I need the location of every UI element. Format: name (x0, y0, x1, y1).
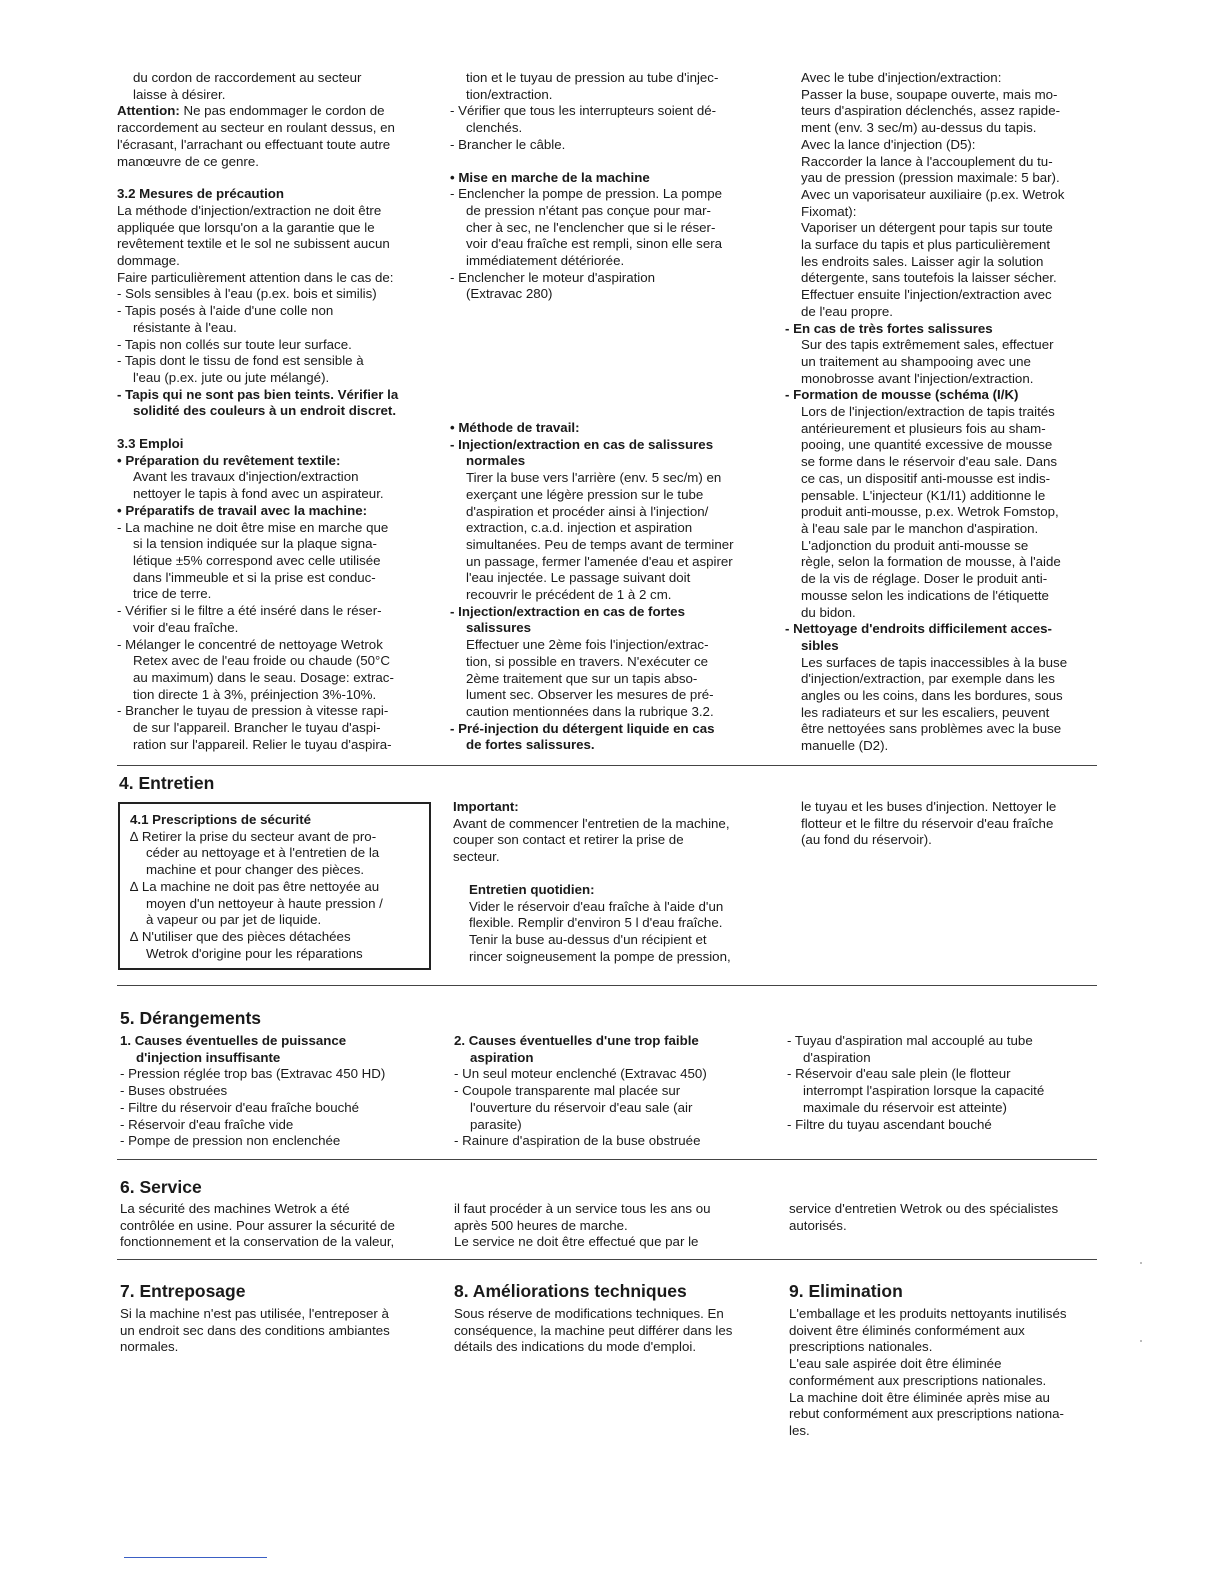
text-line: voir d'eau fraîche est rempli, sinon elle sera (466, 236, 723, 252)
text-line: appliquée que lorsqu'on a la garantie que le (117, 219, 375, 235)
text-line: - Coupole transparente mal placée sur (454, 1083, 681, 1099)
text-line: - Brancher le câble. (450, 136, 566, 152)
text-line: Wetrok d'origine pour les réparations (146, 945, 363, 961)
text-line: lument sec. Observer les mesures de pré- (466, 687, 714, 703)
s6-col3 (789, 1201, 1109, 1234)
s3-col2-top (450, 70, 770, 303)
text-line: résistante à l'eau. (133, 319, 237, 335)
text-line: Avec la lance d'injection (D5): (801, 136, 976, 152)
text-line: de la vis de réglage. Doser le produit anti- (801, 571, 1048, 587)
s7-col1 (120, 1306, 440, 1356)
text-line: - Injection/extraction en cas de salissures (450, 436, 714, 452)
text-line: normales. (120, 1339, 179, 1355)
text-line: il faut procéder à un service tous les ans ou (454, 1201, 711, 1216)
divider-s5 (117, 985, 1097, 986)
text-line: Tenir la buse au-dessus d'un récipient et (469, 931, 707, 947)
text-line: aspiration (470, 1049, 534, 1065)
text-line: - Filtre du réservoir d'eau fraîche bouché (120, 1099, 360, 1115)
text-line: ration sur l'appareil. Relier le tuyau d'aspira- (133, 736, 392, 752)
s9-col1 (789, 1306, 1109, 1440)
text-line: - Pré-injection du détergent liquide en cas (450, 720, 715, 736)
text-line: du bidon. (801, 604, 856, 620)
text-line: L'adjonction du produit anti-mousse se (801, 537, 1029, 553)
text-line: conséquence, la machine peut différer dans les (454, 1322, 733, 1338)
text-line: Vaporiser un détergent pour tapis sur toute (801, 220, 1053, 236)
text-line: simultanées. Peu de temps avant de terminer (466, 536, 734, 552)
text-line: dommage. (117, 253, 180, 269)
s5-col2 (454, 1033, 774, 1150)
text-line: - Enclencher la pompe de pression. La pompe (450, 186, 723, 202)
text-line: fonctionnement et la conservation de la valeur, (120, 1234, 395, 1250)
s3-col1-b (117, 120, 437, 753)
text-line: La sécurité des machines Wetrok a été (120, 1201, 350, 1216)
s5-col1 (120, 1033, 440, 1150)
divider-s4 (117, 765, 1097, 766)
s4-col3 (801, 799, 1101, 849)
text-line: les radiateurs et sur les escaliers, peuvent (801, 704, 1050, 720)
text-line: - Filtre du tuyau ascendant bouché (787, 1116, 992, 1132)
text-line: Important: (453, 799, 519, 814)
text-line: moyen d'un nettoyeur à haute pression / (146, 895, 383, 911)
text-line: détails des indications du mode d'emploi. (454, 1339, 697, 1355)
text-line: yau de pression (pression maximale: 5 bar). (801, 170, 1060, 186)
text-line: 1. Causes éventuelles de puissance (120, 1033, 347, 1048)
text-line: les. (789, 1422, 810, 1438)
text-line: - Réservoir d'eau fraîche vide (120, 1116, 294, 1132)
text-line: au maximum) dans le seau. Dosage: extrac- (133, 669, 394, 685)
spacer (117, 420, 437, 436)
text-line: clenchés. (466, 120, 523, 136)
text-line: Sur des tapis extrêmement sales, effectuer (801, 337, 1054, 353)
text-line: 3.3 Emploi (117, 436, 184, 452)
text-line: conformément aux prescriptions nationales. (789, 1372, 1047, 1388)
text-line: prescriptions nationales. (789, 1339, 933, 1355)
text-line: - Formation de mousse (schéma (I/K) (785, 387, 1019, 403)
text-line: • Préparation du revêtement textile: (117, 452, 341, 468)
text-line: exerçant une légère pression sur le tube (466, 486, 704, 502)
divider-s7 (117, 1259, 1097, 1260)
text-line: du cordon de raccordement au secteur (133, 70, 362, 85)
text-line: d'injection/extraction, par exemple dans les (801, 671, 1055, 687)
text-line: - Tapis qui ne sont pas bien teints. Vérifier la (117, 386, 399, 402)
text-line: caution mentionnées dans la rubrique 3.2. (466, 703, 714, 719)
text-line: flotteur et le filtre du réservoir d'eau fraîche (801, 815, 1054, 831)
text-line: Sous réserve de modifications techniques. En (454, 1306, 724, 1321)
scan-speck (1140, 1340, 1142, 1342)
text-line: revêtement textile et le sol ne subissent aucun (117, 236, 390, 252)
text-line: règle, selon la formation de mousse, à l'aide (801, 554, 1061, 570)
text-line: interrompt l'aspiration lorsque la capacité (803, 1083, 1045, 1099)
text-line: - Pompe de pression non enclenchée (120, 1133, 341, 1149)
text-line: extraction, c.a.d. injection et aspiration (466, 520, 693, 536)
text-line: La méthode d'injection/extraction ne doit être (117, 202, 382, 218)
footer-link-line (124, 1557, 267, 1558)
text-line: flexible. Remplir d'environ 5 l d'eau fraîche. (469, 915, 723, 931)
text-line: salissures (466, 620, 532, 636)
text-line: autorisés. (789, 1217, 847, 1233)
text-line: Avant les travaux d'injection/extraction (133, 469, 359, 485)
text-line: à vapeur ou par jet de liquide. (146, 912, 322, 928)
text-line: un passage, fermer l'amenée d'eau et aspirer (466, 553, 733, 569)
text-line: d'aspiration (803, 1049, 871, 1065)
text-line: l'ouverture du réservoir d'eau sale (air (470, 1099, 693, 1115)
text-line: - Pression réglée trop bas (Extravac 450 HD) (120, 1066, 386, 1082)
spacer (450, 154, 770, 170)
text-line: pooing, une quantité excessive de mousse (801, 437, 1053, 453)
text-line: parasite) (470, 1116, 522, 1132)
text-line: raccordement au secteur en roulant dessus, en (117, 120, 395, 136)
text-line: - Un seul moteur enclenché (Extravac 450) (454, 1066, 707, 1082)
text-line: cher à sec, ne l'enclencher que si le réser- (466, 219, 716, 235)
text-line: L'eau sale aspirée doit être éliminée (789, 1356, 1002, 1372)
text-line: Avec un vaporisateur auxiliaire (p.ex. Wetrok (801, 186, 1065, 202)
text-line: - Tapis non collés sur toute leur surface. (117, 336, 352, 352)
text-line: ce cas, un dispositif anti-mousse est indis- (801, 470, 1051, 486)
text-line: (au fond du réservoir). (801, 832, 932, 848)
text-line: 4.1 Prescriptions de sécurité (130, 812, 312, 827)
section-title-derangements: 5. Dérangements (120, 1008, 262, 1028)
safety-box-text (130, 812, 430, 962)
text-line: se forme dans le réservoir d'eau sale. Dans (801, 454, 1058, 470)
text-line: Si la machine n'est pas utilisée, l'entreposer à (120, 1306, 389, 1321)
text-line: - Tuyau d'aspiration mal accouplé au tube (787, 1033, 1033, 1048)
text-line: Vider le réservoir d'eau fraîche à l'aide d'un (469, 898, 724, 914)
text-line: Tirer la buse vers l'arrière (env. 5 sec/m) en (466, 470, 722, 486)
text-line: de l'eau propre. (801, 303, 893, 319)
s3-col2-bottom (450, 420, 770, 754)
text-line: • Méthode de travail: (450, 420, 580, 435)
text-line: l'eau injectée. Le passage suivant doit (466, 570, 691, 586)
text-line: Les surfaces de tapis inaccessibles à la buse (801, 654, 1068, 670)
text-line: rebut conformément aux prescriptions nationa- (789, 1406, 1064, 1422)
section-title-entretien: 4. Entretien (119, 773, 215, 793)
s3-col1 (117, 70, 437, 753)
spacer (453, 866, 773, 882)
text-line: un traitement au shampooing avec une (801, 353, 1031, 369)
text-line: produit anti-mousse, p.ex. Wetrok Fomstop, (801, 504, 1059, 520)
text-line: - Tapis posés à l'aide d'une colle non (117, 303, 334, 319)
text-line: Effectuer ensuite l'injection/extraction avec (801, 287, 1052, 303)
text-line: les endroits sales. Laisser agir la solution (801, 253, 1044, 269)
text-line: doivent être éliminés conformément aux (789, 1322, 1025, 1338)
text-line: détergente, sans toutefois la laisser sécher. (801, 270, 1057, 286)
scan-speck (1140, 1262, 1142, 1264)
text-line: ∆ N'utiliser que des pièces détachées (130, 928, 351, 944)
text-line: 3.2 Mesures de précaution (117, 186, 285, 202)
s4-col2 (453, 799, 773, 965)
text-line: 2ème traitement que sur un tapis abso- (466, 670, 698, 686)
text-line: après 500 heures de marche. (454, 1217, 628, 1233)
text-line: antérieurement et plusieurs fois au sham- (801, 420, 1046, 436)
text-line: mousse selon les indications de l'étiquette (801, 587, 1049, 603)
text-line: de sur l'appareil. Brancher le tuyau d'aspi- (133, 720, 381, 736)
section-title-ameliorations: 8. Améliorations techniques (454, 1281, 687, 1301)
s6-col2 (454, 1201, 774, 1251)
text-line: immédiatement détériorée. (466, 253, 625, 269)
text-line: 2. Causes éventuelles d'une trop faible (454, 1033, 699, 1048)
text-line: - Tapis dont le tissu de fond est sensible à (117, 353, 364, 369)
text-line: céder au nettoyage et à l'entretien de la (146, 845, 380, 861)
s8-col1 (454, 1306, 774, 1356)
text-line: - Nettoyage d'endroits difficilement acces- (785, 621, 1052, 637)
text-line: ∆ Retirer la prise du secteur avant de pro- (130, 828, 377, 844)
text-line: - Buses obstruées (120, 1083, 228, 1099)
text-line: sibles (801, 637, 839, 653)
text-line: tion/extraction. (466, 86, 553, 102)
text-line: à l'eau sale par le manchon d'aspiration. (801, 520, 1039, 536)
text-line: La machine doit être éliminée après mise au (789, 1389, 1050, 1405)
text-line: • Préparatifs de travail avec la machine: (117, 502, 368, 518)
text-line: d'aspiration et procéder ainsi à l'injection/ (466, 503, 709, 519)
text-line: dans l'immeuble et si la prise est conduc- (133, 569, 376, 585)
text-line: ment (env. 3 sec/m) au-dessus du tapis. (801, 120, 1037, 136)
text-line: laisse à désirer. (133, 86, 226, 102)
text-line: Entretien quotidien: (469, 881, 595, 897)
text-line: tion, si possible en travers. N'exécuter ce (466, 653, 708, 669)
text-line: - Rainure d'aspiration de la buse obstruée (454, 1133, 701, 1149)
text-line: manuelle (D2). (801, 738, 889, 754)
text-line: L'emballage et les produits nettoyants inutilisés (789, 1306, 1067, 1321)
text-line: Fixomat): (801, 203, 857, 219)
text-line: Retex avec de l'eau froide ou chaude (50°C (133, 653, 390, 669)
text-line: - Vérifier que tous les interrupteurs soient dé- (450, 103, 717, 119)
text-line: - En cas de très fortes salissures (785, 320, 993, 336)
text-line: Effectuer une 2ème fois l'injection/extrac- (466, 637, 709, 653)
text-line: l'écrasant, l'arrachant ou effectuant toute autre (117, 136, 391, 152)
text-line: l'eau (p.ex. jute ou jute mélangé). (133, 369, 330, 385)
text-line: - Vérifier si le filtre a été inséré dans le réser- (117, 603, 382, 619)
section-title-entreposage: 7. Entreposage (120, 1281, 246, 1301)
text-line: trice de terre. (133, 586, 212, 602)
text-line: - Sols sensibles à l'eau (p.ex. bois et similis) (117, 286, 377, 302)
text-line: machine et pour changer des pièces. (146, 862, 365, 878)
text-line: - Enclencher le moteur d'aspiration (450, 269, 656, 285)
text-line: - Brancher le tuyau de pression à vitesse rapi- (117, 703, 389, 719)
text-line: normales (466, 453, 526, 469)
text-line: le tuyau et les buses d'injection. Nettoyer le (801, 799, 1057, 814)
text-line: manœuvre de ce genre. (117, 153, 259, 169)
spacer (117, 170, 437, 186)
s6-col1 (120, 1201, 440, 1251)
text-line: un endroit sec dans des conditions ambiantes (120, 1322, 390, 1338)
text-line: si la tension indiquée sur la plaque signa- (133, 536, 377, 552)
text-line: Raccorder la lance à l'accouplement du tu- (801, 153, 1053, 169)
text-line: maximale du réservoir est atteinte) (803, 1099, 1007, 1115)
section-title-elimination: 9. Elimination (789, 1281, 903, 1301)
text-line: couper son contact et retirer la prise de (453, 832, 684, 848)
text-line: recouvrir le précédent de 1 à 2 cm. (466, 587, 672, 603)
text-line: Passer la buse, soupape ouverte, mais mo- (801, 86, 1058, 102)
s3-col3 (785, 70, 1105, 755)
text-line: de fortes salissures. (466, 737, 595, 753)
text-line: service d'entretien Wetrok ou des spécialistes (789, 1201, 1059, 1216)
s5-col3 (787, 1033, 1107, 1133)
text-line: contrôlée en usine. Pour assurer la sécurité de (120, 1217, 395, 1233)
text-line: monobrosse avant l'injection/extraction. (801, 370, 1034, 386)
text-line: • Mise en marche de la machine (450, 169, 650, 185)
text-line: d'injection insuffisante (136, 1049, 281, 1065)
text-line: la surface du tapis et plus particulièrement (801, 237, 1051, 253)
text-line: Avant de commencer l'entretien de la machine, (453, 815, 730, 831)
text-line: tion et le tuyau de pression au tube d'injec- (466, 70, 719, 85)
text-line: Le service ne doit être effectué que par le (454, 1234, 699, 1250)
text-line: létique ±5% correspond avec celle utilisée (133, 552, 381, 568)
text-line: voir d'eau fraîche. (133, 619, 239, 635)
text-line: - Injection/extraction en cas de fortes (450, 603, 685, 619)
text-line: teurs d'aspiration déclenchés, assez rapide- (801, 103, 1061, 119)
attention-note: Attention: Ne pas endommager le cordon de (117, 103, 385, 119)
text-line: (Extravac 280) (466, 286, 553, 302)
divider-s6 (117, 1159, 1097, 1160)
text-line: nettoyer le tapis à fond avec un aspirateur. (133, 486, 384, 502)
text-line: solidité des couleurs à un endroit discret. (133, 403, 397, 419)
text-line: ∆ La machine ne doit pas être nettoyée au (130, 878, 380, 894)
text-line: être nettoyées sans problèmes avec la buse (801, 721, 1062, 737)
section-title-service: 6. Service (120, 1177, 202, 1197)
text-line: secteur. (453, 849, 500, 865)
text-line: - Réservoir d'eau sale plein (le flotteur (787, 1066, 1011, 1082)
text-line: - La machine ne doit être mise en marche que (117, 519, 389, 535)
text-line: rincer soigneusement la pompe de pression, (469, 948, 731, 964)
text-line: Faire particulièrement attention dans le cas de: (117, 269, 394, 285)
text-line: tion directe 1 à 3%, préinjection 3%-10%. (133, 686, 377, 702)
text-line: angles ou les coins, dans les bordures, sous (801, 688, 1063, 704)
text-line: pensable. L'injecteur (K1/I1) additionne le (801, 487, 1046, 503)
text-line: - Mélanger le concentré de nettoyage Wetrok (117, 636, 383, 652)
text-line: Lors de l'injection/extraction de tapis traités (801, 404, 1055, 420)
s3-col1-a (117, 70, 437, 103)
text-line: de pression n'étant pas conçue pour mar- (466, 202, 711, 218)
text-line: Avec le tube d'injection/extraction: (801, 70, 1002, 85)
